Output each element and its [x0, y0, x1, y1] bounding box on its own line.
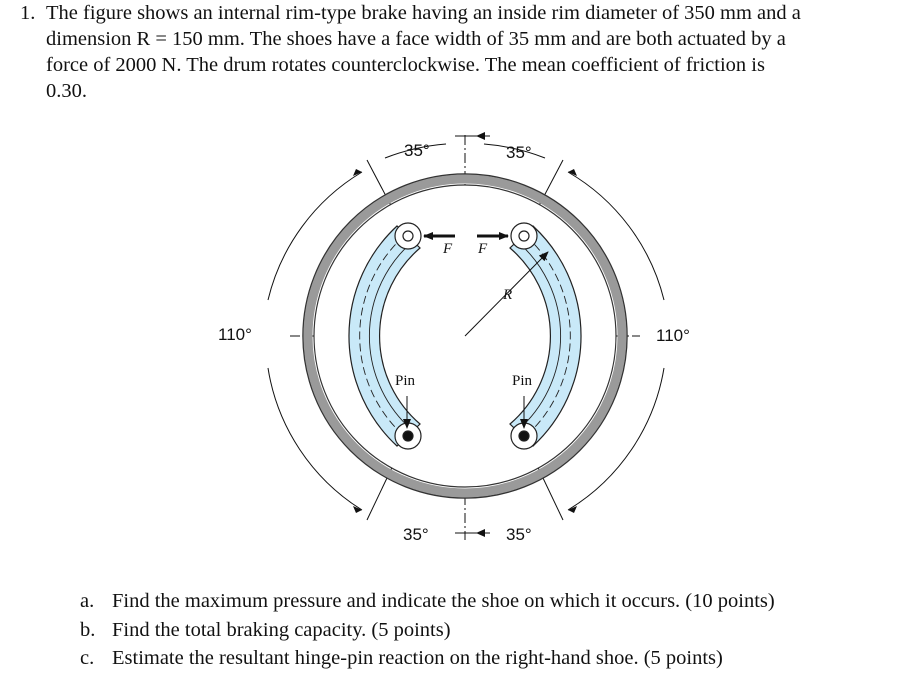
- pin-right-label: Pin: [512, 373, 533, 389]
- brake-figure: [0, 110, 907, 560]
- radius-label: R: [503, 287, 513, 303]
- part-b-text: Find the total braking capacity. (5 points): [112, 619, 451, 641]
- pin-left-label: Pin: [395, 373, 416, 389]
- part-c-letter: c.: [80, 647, 95, 669]
- question-number: 1.: [20, 2, 36, 24]
- brake-drawing: [0, 110, 907, 560]
- problem-line-2: dimension R = 150 mm. The shoes have a face width of 35 mm and are both actuated by a: [46, 28, 786, 50]
- angle-top-right: 35°: [506, 143, 532, 162]
- problem-line-1: The figure shows an internal rim-type brake having an inside rim diameter of 350 mm and a: [46, 2, 801, 24]
- angle-right: 110°: [656, 326, 690, 345]
- part-a-letter: a.: [80, 590, 95, 612]
- part-a-text: Find the maximum pressure and indicate the shoe on which it occurs. (10 points): [112, 590, 775, 612]
- angle-top-left: 35°: [404, 141, 430, 160]
- part-c: [80, 647, 723, 670]
- part-c-text: Estimate the resultant hinge-pin reaction on the right-hand shoe. (5 points): [112, 647, 723, 669]
- angle-bottom-right: 35°: [506, 525, 532, 544]
- angle-bottom-left: 35°: [403, 525, 429, 544]
- angle-left: 110°: [218, 325, 252, 344]
- force-right-label: F: [478, 241, 488, 257]
- problem-line-4: 0.30.: [46, 80, 87, 102]
- part-b-letter: b.: [80, 619, 96, 641]
- force-left-label: F: [443, 241, 453, 257]
- part-b: [80, 619, 451, 642]
- problem-line-3: force of 2000 N. The drum rotates counterclockwise. The mean coefficient of friction is: [46, 54, 765, 76]
- part-a: [80, 590, 775, 613]
